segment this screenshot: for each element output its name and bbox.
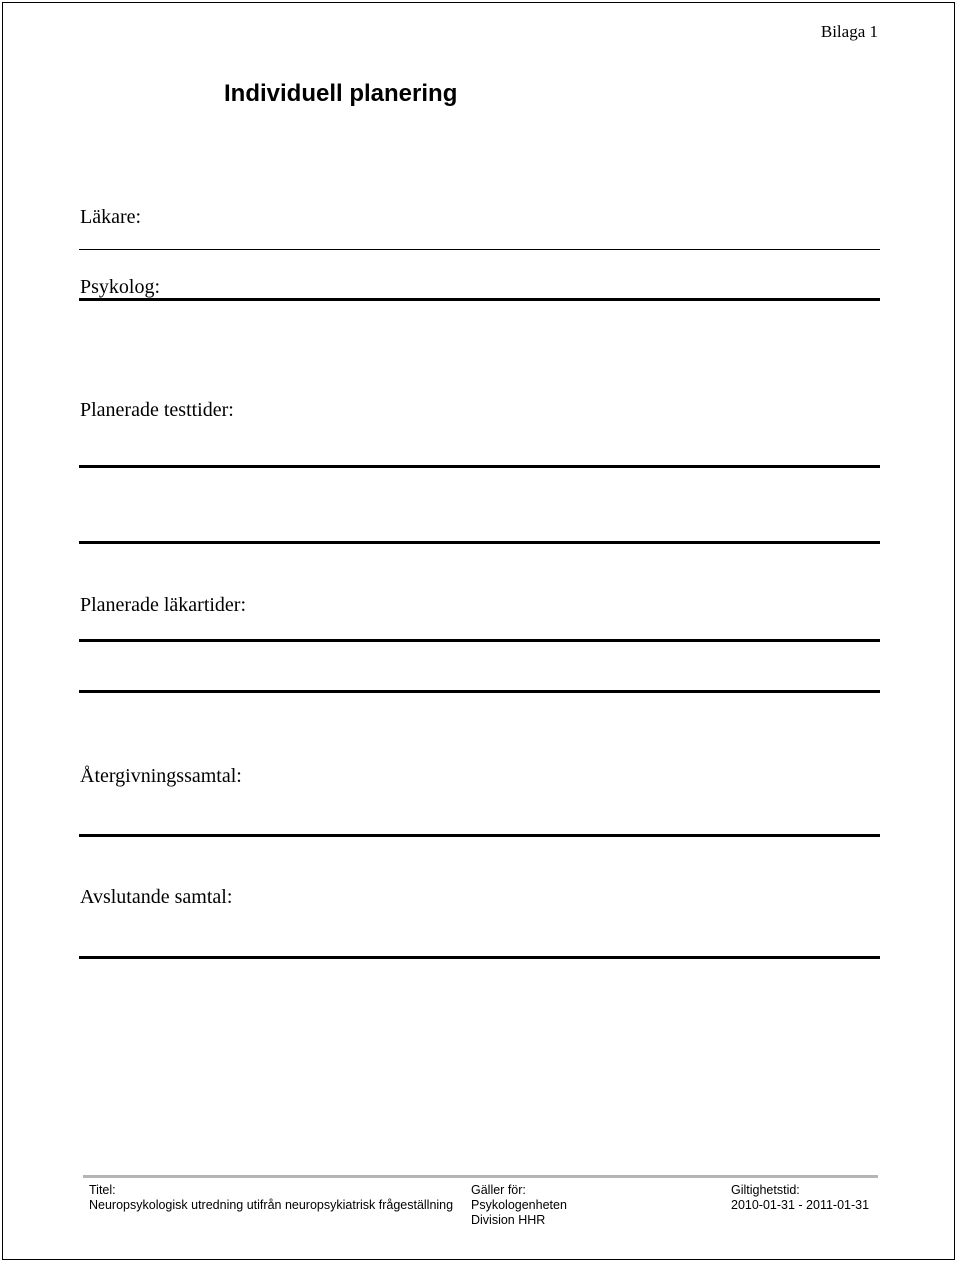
footer-title-value: Neuropsykologisk utredning utifrån neuropsykiatrisk frågeställning [89, 1198, 454, 1212]
footer-title-block [89, 1183, 453, 1213]
footer-validity-value: 2010-01-31 - 2011-01-31 [731, 1198, 870, 1212]
field-label-lakartider: Planerade läkartider: [80, 594, 247, 616]
entry-line-lakare [79, 249, 880, 250]
footer-applies-block [471, 1183, 567, 1228]
entry-line-avslutande-samtal [79, 956, 880, 959]
field-label-lakare: Läkare: [80, 206, 142, 228]
entry-line-lakartider-1 [79, 639, 880, 642]
footer-validity-label: Giltighetstid: [731, 1183, 800, 1197]
entry-line-atergivningssamtal [79, 834, 880, 837]
field-label-avslutande-samtal: Avslutande samtal: [80, 886, 233, 908]
attachment-label: Bilaga 1 [820, 22, 878, 41]
footer-applies-label: Gäller för: [471, 1183, 526, 1197]
entry-line-testtider-2 [79, 541, 880, 544]
footer-divider [83, 1175, 878, 1178]
entry-line-testtider-1 [79, 465, 880, 468]
field-label-testtider: Planerade testtider: [80, 399, 234, 421]
entry-line-lakartider-2 [79, 690, 880, 693]
footer-applies-unit: Psykologenheten [471, 1198, 567, 1212]
footer-validity-block [731, 1183, 869, 1213]
field-label-atergivningssamtal: Återgivningssamtal: [80, 765, 242, 787]
page-border [2, 2, 955, 1260]
entry-line-psykolog [79, 298, 880, 301]
footer-applies-division: Division HHR [471, 1213, 546, 1227]
document-title: Individuell planering [224, 80, 458, 107]
footer-title-label: Titel: [89, 1183, 116, 1197]
field-label-psykolog: Psykolog: [80, 276, 161, 298]
